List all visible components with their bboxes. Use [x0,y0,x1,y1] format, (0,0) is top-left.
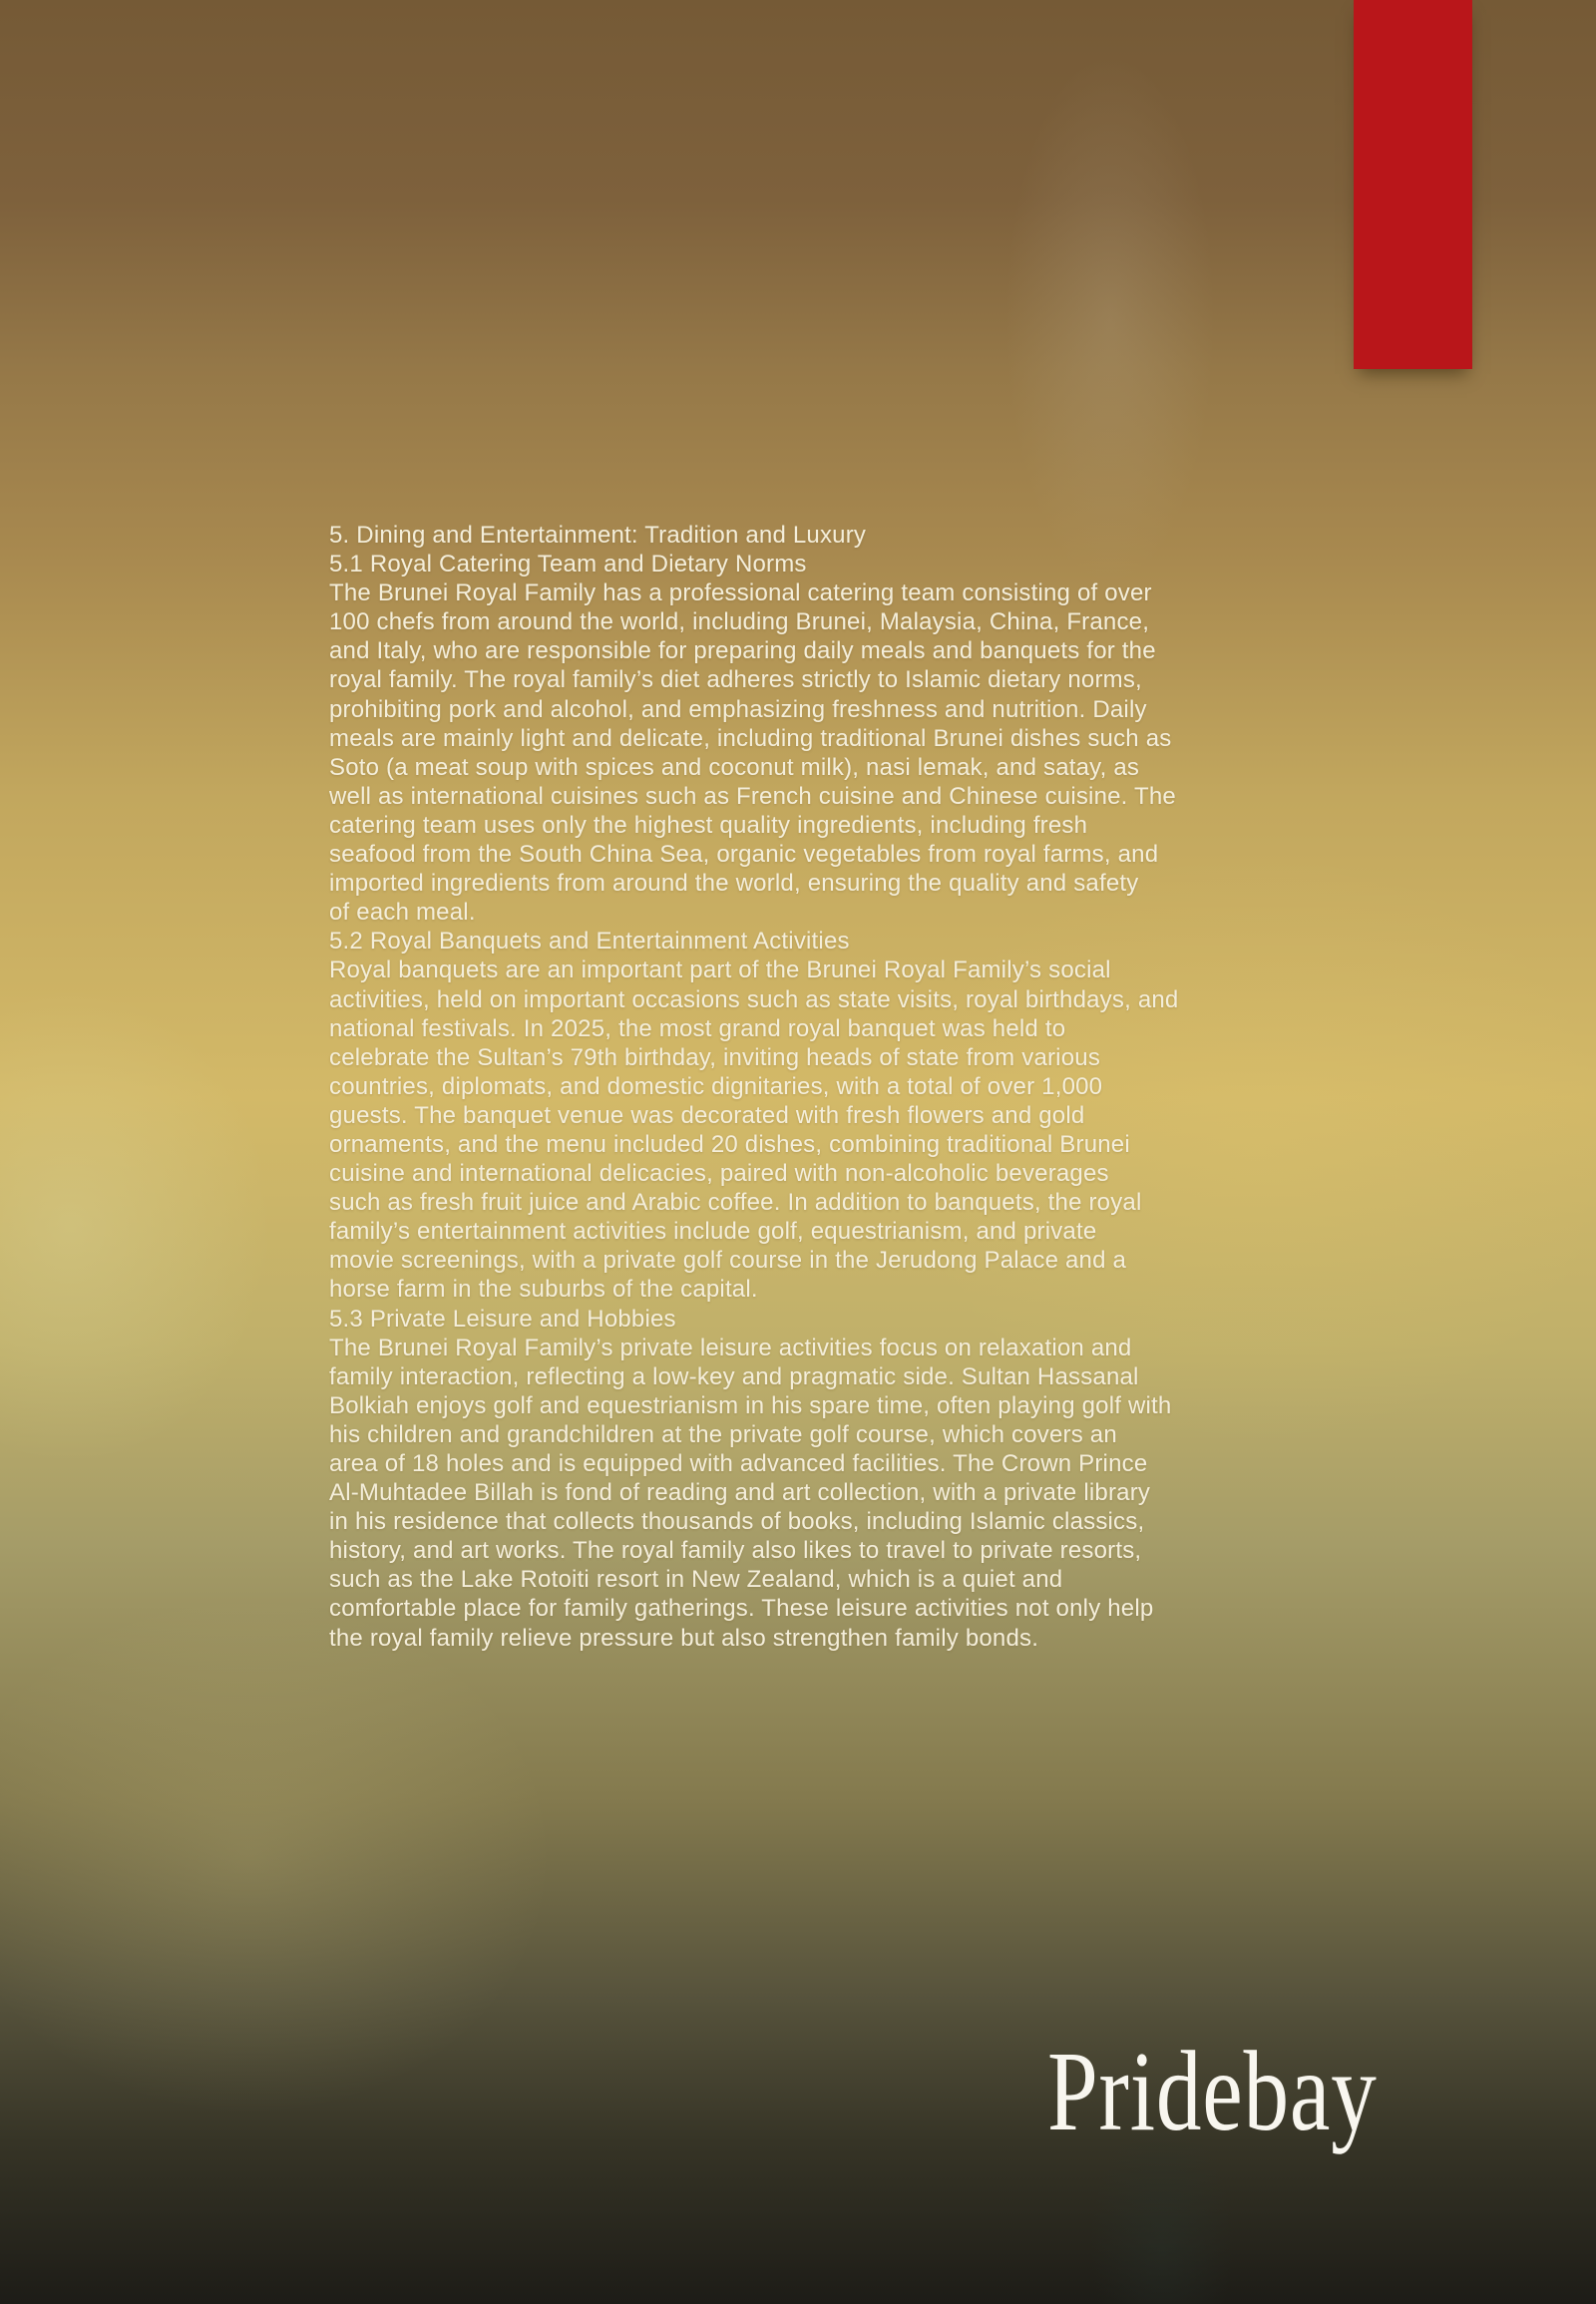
text-line: prohibiting pork and alcohol, and emphasizing freshness and nutrition. Daily [329,695,1147,723]
text-line: The Brunei Royal Family has a professional catering team consisting of over [329,579,1152,607]
text-line: and Italy, who are responsible for preparing daily meals and banquets for the [329,637,1156,665]
text-line: national festivals. In 2025, the most grand royal banquet was held to [329,1014,1066,1042]
text-line: comfortable place for family gatherings. These leisure activities not only help [329,1595,1154,1623]
text-line: ornaments, and the menu included 20 dishes, combining traditional Brunei [329,1130,1130,1158]
text-line: catering team uses only the highest quality ingredients, including fresh [329,811,1088,839]
text-line: cuisine and international delicacies, paired with non-alcoholic beverages [329,1160,1109,1188]
text-line: The Brunei Royal Family’s private leisure activities focus on relaxation and [329,1334,1132,1361]
text-line: well as international cuisines such as French cuisine and Chinese cuisine. The [329,782,1176,810]
pridebay-logo: Pridebay [1047,2028,1378,2154]
text-line: Royal banquets are an important part of the Brunei Royal Family’s social [329,957,1111,984]
text-line: countries, diplomats, and domestic dignitaries, with a total of over 1,000 [329,1072,1103,1100]
text-line: movie screenings, with a private golf course in the Jerudong Palace and a [329,1247,1127,1275]
text-line: such as fresh fruit juice and Arabic coffee. In addition to banquets, the royal [329,1189,1142,1217]
text-line: 5.1 Royal Catering Team and Dietary Norms [329,551,807,578]
text-line: imported ingredients from around the world, ensuring the quality and safety [329,870,1139,898]
text-line: 5.3 Private Leisure and Hobbies [329,1305,676,1333]
text-line: such as the Lake Rotoiti resort in New Zealand, which is a quiet and [329,1566,1063,1594]
text-line: 5. Dining and Entertainment: Tradition and Luxury [329,522,867,549]
article-text [329,521,1277,1653]
text-line: in his residence that collects thousands of books, including Islamic classics, [329,1508,1145,1536]
text-line: family interaction, reflecting a low-key and pragmatic side. Sultan Hassanal [329,1362,1139,1390]
text-line: guests. The banquet venue was decorated with fresh flowers and gold [329,1101,1085,1129]
text-line: seafood from the South China Sea, organic vegetables from royal farms, and [329,841,1159,869]
text-line: his children and grandchildren at the private golf course, which covers an [329,1420,1117,1448]
text-line: family’s entertainment activities include golf, equestrianism, and private [329,1218,1097,1246]
text-line: of each meal. [329,899,476,927]
text-line: royal family. The royal family’s diet adheres strictly to Islamic dietary norms, [329,666,1142,694]
red-accent-banner [1354,0,1472,369]
text-line: Bolkiah enjoys golf and equestrianism in his spare time, often playing golf with [329,1391,1172,1419]
text-line: the royal family relieve pressure but also strengthen family bonds. [329,1624,1039,1652]
text-line: 100 chefs from around the world, including Brunei, Malaysia, China, France, [329,608,1150,636]
text-line: celebrate the Sultan’s 79th birthday, inviting heads of state from various [329,1043,1101,1071]
text-line: Al-Muhtadee Billah is fond of reading and art collection, with a private library [329,1479,1151,1507]
text-line: 5.2 Royal Banquets and Entertainment Activities [329,928,850,956]
text-line: area of 18 holes and is equipped with advanced facilities. The Crown Prince [329,1450,1148,1477]
text-line: history, and art works. The royal family also likes to travel to private resorts, [329,1537,1142,1565]
text-line: horse farm in the suburbs of the capital. [329,1276,758,1304]
text-line: Soto (a meat soup with spices and coconut milk), nasi lemak, and satay, as [329,753,1140,781]
text-line: activities, held on important occasions such as state visits, royal birthdays, and [329,985,1179,1013]
text-line: meals are mainly light and delicate, including traditional Brunei dishes such as [329,724,1172,752]
